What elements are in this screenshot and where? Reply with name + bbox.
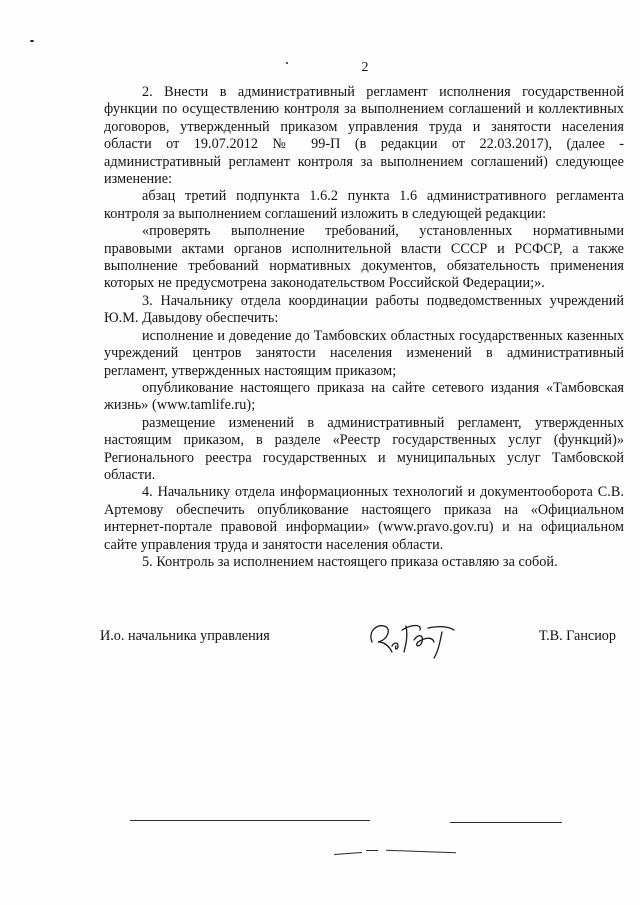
paragraph-item-3-publication: опубликование настоящего приказа на сайте сетевого издания «Тамбовская жизнь» (www.tamlife.ru); — [104, 379, 624, 414]
paragraph-item-3-execution: исполнение и доведение до Тамбовских областных государственных казенных учреждений центров занятости населения изменений в административный регламент, утвержденных настоящим приказом; — [104, 327, 624, 379]
paragraph-item-4: 4. Начальнику отдела информационных технологий и документооборота С.В. Артемову обеспечить опубликование настоящего приказа на «Официальном интернет-портале правовой информации» (www.pravo.gov.ru) и на официальном сайте управления труда и занятости населения области. — [104, 484, 624, 553]
scan-speck — [30, 40, 34, 42]
page-number: 2 — [361, 60, 369, 75]
paragraph-item-3: 3. Начальнику отдела координации работы подведомственных учреждений Ю.М. Давыдову обеспечить: — [104, 292, 624, 327]
scan-line — [334, 852, 362, 855]
signatory-name: Т.В. Гансиор — [538, 628, 616, 644]
paragraph-amendment-text: «проверять выполнение требований, установленных нормативными правовыми актами органов исполнительной власти СССР и РСФСР, а также выполнение требований нормативных документов, обязательность применения которых не предусмотрена законодательством Российской Федерации;». — [104, 223, 624, 292]
document-body — [104, 84, 624, 571]
scan-line — [366, 850, 378, 851]
signatory-position: И.о. начальника управления — [100, 628, 270, 644]
paragraph-amendment-intro: абзац третий подпункта 1.6.2 пункта 1.6 административного регламента контроля за выполнением соглашений изложить в следующей редакции: — [104, 188, 624, 222]
handwritten-signature — [362, 612, 462, 662]
paragraph-item-2: 2. Внести в административный регламент исполнения государственной функции по осуществлению контроля за выполнением соглашений и коллективных договоров, утвержденный приказом управления труда и занятости населения области от 19.07.2012 № 99-П (в редакции от 22.03.2017), (далее - административный регламент контроля за выполнением соглашений) следующее изменение: — [104, 84, 624, 188]
scan-line — [386, 850, 456, 853]
paragraph-item-3-registry: размещение изменений в административный регламент, утвержденных настоящим приказом, в разделе «Реестр государственных услуг (функций)» Регионального реестра государственных и муниципальных услуг Тамбовской области. — [104, 414, 624, 483]
scan-line — [130, 820, 370, 821]
signature-block — [100, 628, 620, 668]
scan-line — [450, 822, 562, 823]
paragraph-item-5: 5. Контроль за исполнением настоящего приказа оставляю за собой. — [142, 553, 558, 570]
